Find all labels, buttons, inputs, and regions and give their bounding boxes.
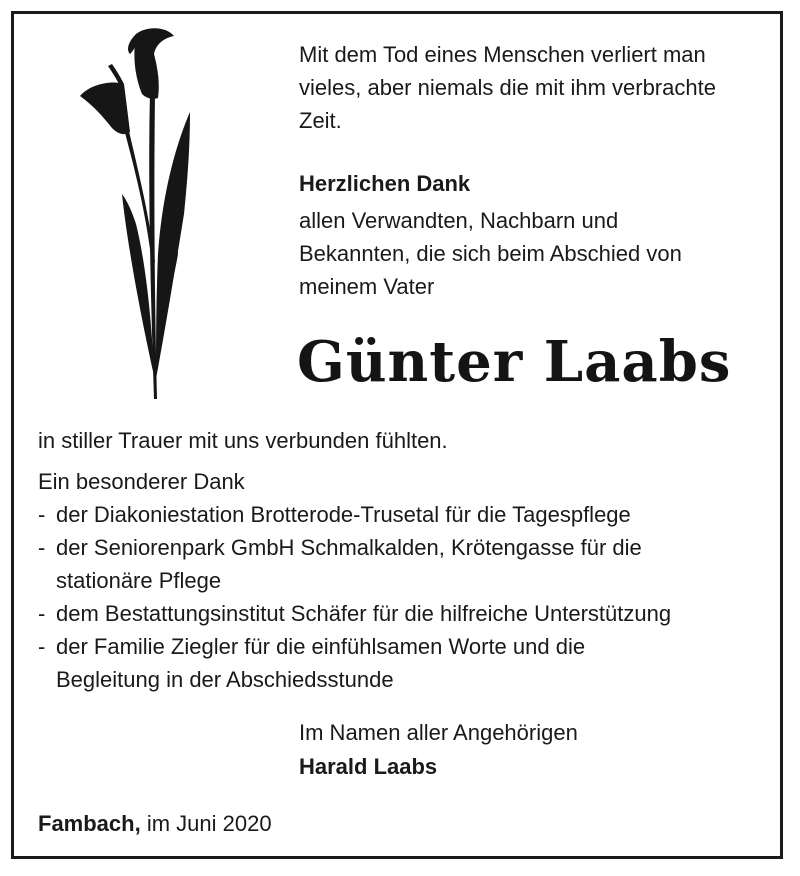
special-thanks-heading: Ein besonderer Dank — [38, 469, 245, 494]
thanks-heading: Herzlichen Dank — [299, 171, 471, 196]
list-item — [38, 630, 671, 696]
date: im Juni 2020 — [140, 811, 272, 836]
list-item-line: der Seniorenpark GmbH Schmalkalden, Krötengasse für die — [56, 535, 642, 560]
list-marker: - — [38, 535, 46, 560]
list-item — [38, 498, 671, 531]
thanks-body-line: allen Verwandten, Nachbarn und — [299, 208, 619, 233]
signature-line: Im Namen aller Angehörigen — [299, 720, 578, 745]
memorial-quote — [299, 38, 716, 137]
closing-line: in stiller Trauer mit uns verbunden fühlten. — [38, 428, 448, 453]
thanks-body — [299, 204, 682, 303]
place-date — [38, 807, 272, 840]
quote-line: Zeit. — [299, 108, 342, 133]
thanks-body-line: meinem Vater — [299, 274, 435, 299]
list-item-line: stationäre Pflege — [56, 568, 222, 593]
thanks-body-line: Bekannten, die sich beim Abschied von — [299, 241, 682, 266]
list-item-line: der Diakoniestation Brotterode-Trusetal für die Tagespflege — [56, 502, 631, 527]
quote-line: Mit dem Tod eines Menschen verliert man — [299, 42, 706, 67]
quote-line: vieles, aber niemals die mit ihm verbrachte — [299, 75, 716, 100]
list-marker: - — [38, 601, 46, 626]
list-marker: - — [38, 502, 46, 527]
list-marker: - — [38, 634, 46, 659]
signature-name: Harald Laabs — [299, 754, 438, 779]
list-item — [38, 597, 671, 630]
place: Fambach, — [38, 811, 141, 836]
list-item — [38, 531, 671, 597]
list-item-line: Begleitung in der Abschiedsstunde — [56, 667, 394, 692]
list-item-line: der Familie Ziegler für die einfühlsamen Worte und die — [56, 634, 586, 659]
calla-lily-icon — [66, 24, 200, 404]
list-item-line: dem Bestattungsinstitut Schäfer für die hilfreiche Unterstützung — [56, 601, 672, 626]
special-thanks-list — [38, 498, 671, 696]
deceased-name: Günter Laabs — [297, 329, 732, 395]
